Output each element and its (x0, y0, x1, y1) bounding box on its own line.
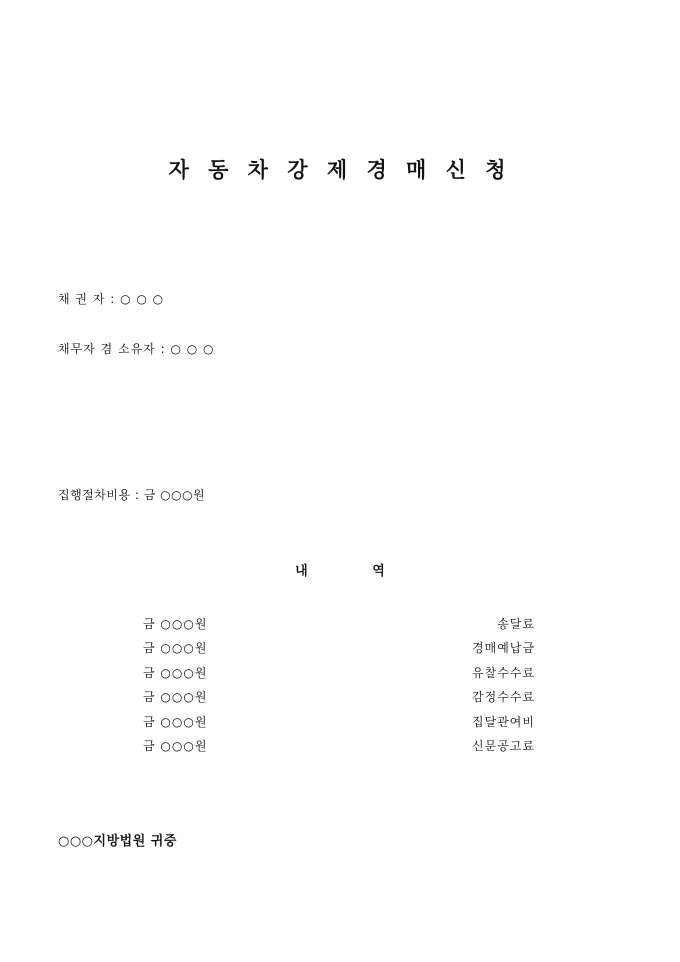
breakdown-item: 유찰수수료 (472, 665, 535, 680)
debtor-owner-line: 채무자 겸 소유자 : ○ ○ ○ (58, 342, 215, 356)
breakdown-amount: 금 ○○○원 (143, 665, 208, 680)
breakdown-list (143, 611, 535, 758)
breakdown-row-auction-deposit (143, 636, 535, 661)
creditor-line: 채 권 자 : ○ ○ ○ (58, 292, 165, 306)
breakdown-row-bailiff-travel (143, 709, 535, 734)
breakdown-row-appraisal-fee (143, 685, 535, 710)
execution-costs-line: 집행절차비용 : 금 ○○○원 (58, 488, 206, 502)
breakdown-row-newspaper-notice (143, 734, 535, 759)
breakdown-item: 송달료 (497, 616, 535, 631)
breakdown-amount: 금 ○○○원 (143, 690, 208, 705)
breakdown-item: 감정수수료 (472, 690, 535, 705)
breakdown-heading: 내 역 (295, 564, 385, 579)
breakdown-row-delivery-fee (143, 611, 535, 636)
breakdown-row-failed-bid-fee (143, 660, 535, 685)
breakdown-amount: 금 ○○○원 (143, 641, 208, 656)
court-addressee: ○○○지방법원 귀중 (58, 834, 177, 849)
page-title: 자 동 차 강 제 경 매 신 청 (168, 157, 512, 182)
breakdown-amount: 금 ○○○원 (143, 739, 208, 754)
breakdown-amount: 금 ○○○원 (143, 714, 208, 729)
breakdown-amount: 금 ○○○원 (143, 616, 208, 631)
breakdown-item: 경매예납금 (472, 641, 535, 656)
breakdown-item: 신문공고료 (472, 739, 535, 754)
breakdown-item: 집달관여비 (472, 714, 535, 729)
